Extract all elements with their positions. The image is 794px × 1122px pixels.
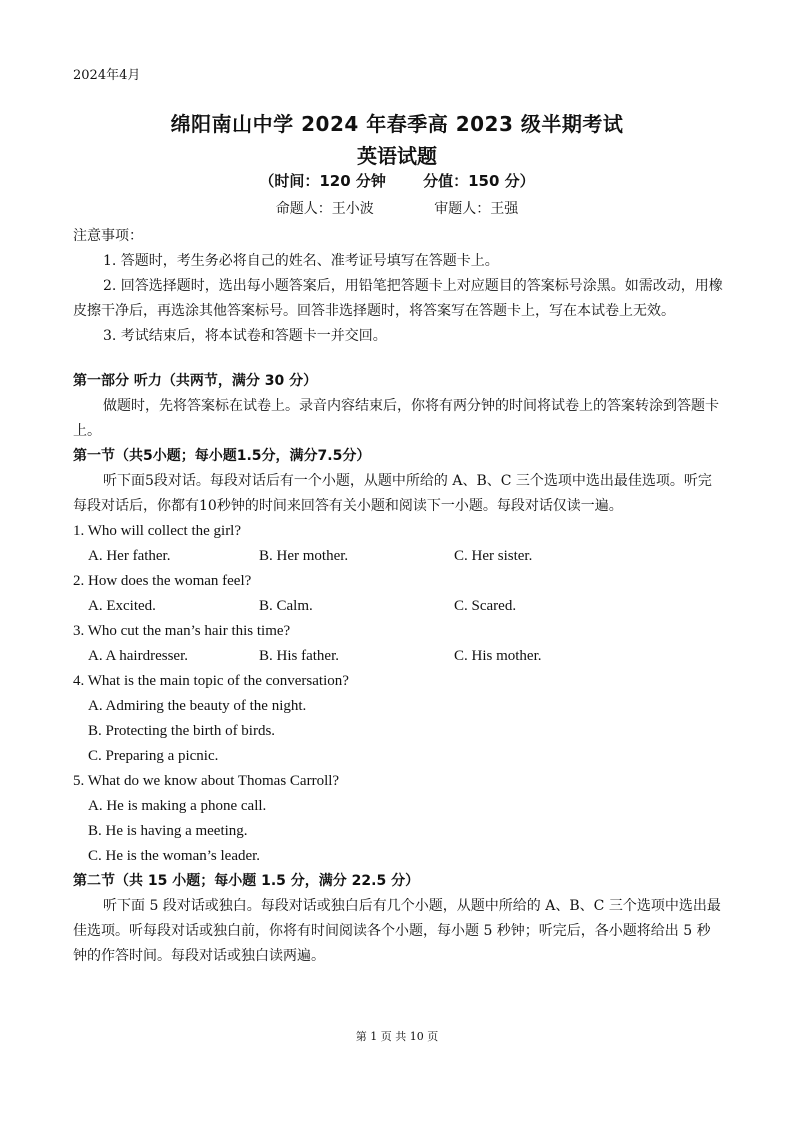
question-stem: 3. Who cut the man’s hair this time?	[73, 623, 291, 639]
option-a: A. Admiring the beauty of the night.	[88, 698, 307, 714]
exam-meta	[0, 170, 794, 191]
option-b: B. Calm.	[259, 598, 313, 614]
option-c: C. Preparing a picnic.	[88, 748, 219, 764]
exam-authors	[0, 198, 794, 218]
question-stem: 4. What is the main topic of the conversation?	[73, 673, 349, 689]
exam-date: 2024年4月	[73, 68, 141, 83]
option-b: B. Her mother.	[259, 548, 349, 564]
option-b: B. Protecting the birth of birds.	[88, 723, 276, 739]
option-a: A. Her father.	[88, 548, 171, 564]
section2-intro: 听下面 5 段对话或独白。每段对话或独白后有几个小题，从题中所给的 A、B、C 三个选项中选出最佳选项。听每段对话或独白前，你将有时间阅读各个小题，每小题 5 秒钟；听完后，各小题将给出 5 秒钟的作答时间。每段对话或独白读两遍。	[73, 898, 721, 964]
option-b: B. His father.	[259, 648, 339, 664]
exam-time: （时间：120 分钟	[259, 172, 386, 190]
notes-heading: 注意事项：	[73, 228, 143, 244]
option-c: C. His mother.	[454, 648, 542, 664]
option-a: A. A hairdresser.	[88, 648, 188, 664]
question-options	[73, 644, 723, 669]
part1-heading: 第一部分 听力（共两节，满分 30 分）	[73, 373, 318, 389]
question-list	[73, 519, 723, 869]
exam-score: 分值：150 分）	[423, 172, 535, 190]
question-options	[73, 544, 723, 569]
exam-author: 命题人：王小波	[275, 201, 374, 217]
section2-heading: 第二节（共 15 小题；每小题 1.5 分，满分 22.5 分）	[73, 873, 420, 889]
exam-title: 绵阳南山中学 2024 年春季高 2023 级半期考试	[170, 112, 624, 136]
spacer	[73, 349, 723, 369]
option-a: A. He is making a phone call.	[88, 798, 267, 814]
question-options	[73, 594, 723, 619]
option-b: B. He is having a meeting.	[88, 823, 248, 839]
option-a: A. Excited.	[88, 598, 156, 614]
page-footer: 第 1 页 共 10 页	[355, 1030, 439, 1043]
exam-subtitle: 英语试题	[357, 144, 437, 168]
section1-intro: 听下面5段对话。每段对话后有一个小题，从题中所给的 A、B、C 三个选项中选出最佳选项。听完每段对话后，你都有10秒钟的时间来回答有关小题和阅读下一小题。每段对话仅读一遍。	[73, 473, 712, 514]
question-stem: 2. How does the woman feel?	[73, 573, 252, 589]
exam-body	[73, 224, 723, 969]
option-c: C. Scared.	[454, 598, 517, 614]
part1-intro: 做题时，先将答案标在试卷上。录音内容结束后，你将有两分钟的时间将试卷上的答案转涂到答题卡上。	[73, 398, 719, 439]
question-stem: 1. Who will collect the girl?	[73, 523, 242, 539]
note-item: 2. 回答选择题时，选出每小题答案后，用铅笔把答题卡上对应题目的答案标号涂黑。如需改动，用橡皮擦干净后，再选涂其他答案标号。回答非选择题时，将答案写在答题卡上，写在本试卷上无效。	[73, 278, 723, 319]
section1-heading: 第一节（共5小题；每小题1.5分，满分7.5分）	[73, 448, 371, 464]
note-item: 1. 答题时，考生务必将自己的姓名、准考证号填写在答题卡上。	[103, 253, 499, 269]
option-c: C. He is the woman’s leader.	[88, 848, 261, 864]
note-item: 3. 考试结束后，将本试卷和答题卡一并交回。	[103, 328, 387, 344]
question-stem: 5. What do we know about Thomas Carroll?	[73, 773, 340, 789]
exam-reviewer: 审题人：王强	[434, 201, 519, 217]
option-c: C. Her sister.	[454, 548, 533, 564]
